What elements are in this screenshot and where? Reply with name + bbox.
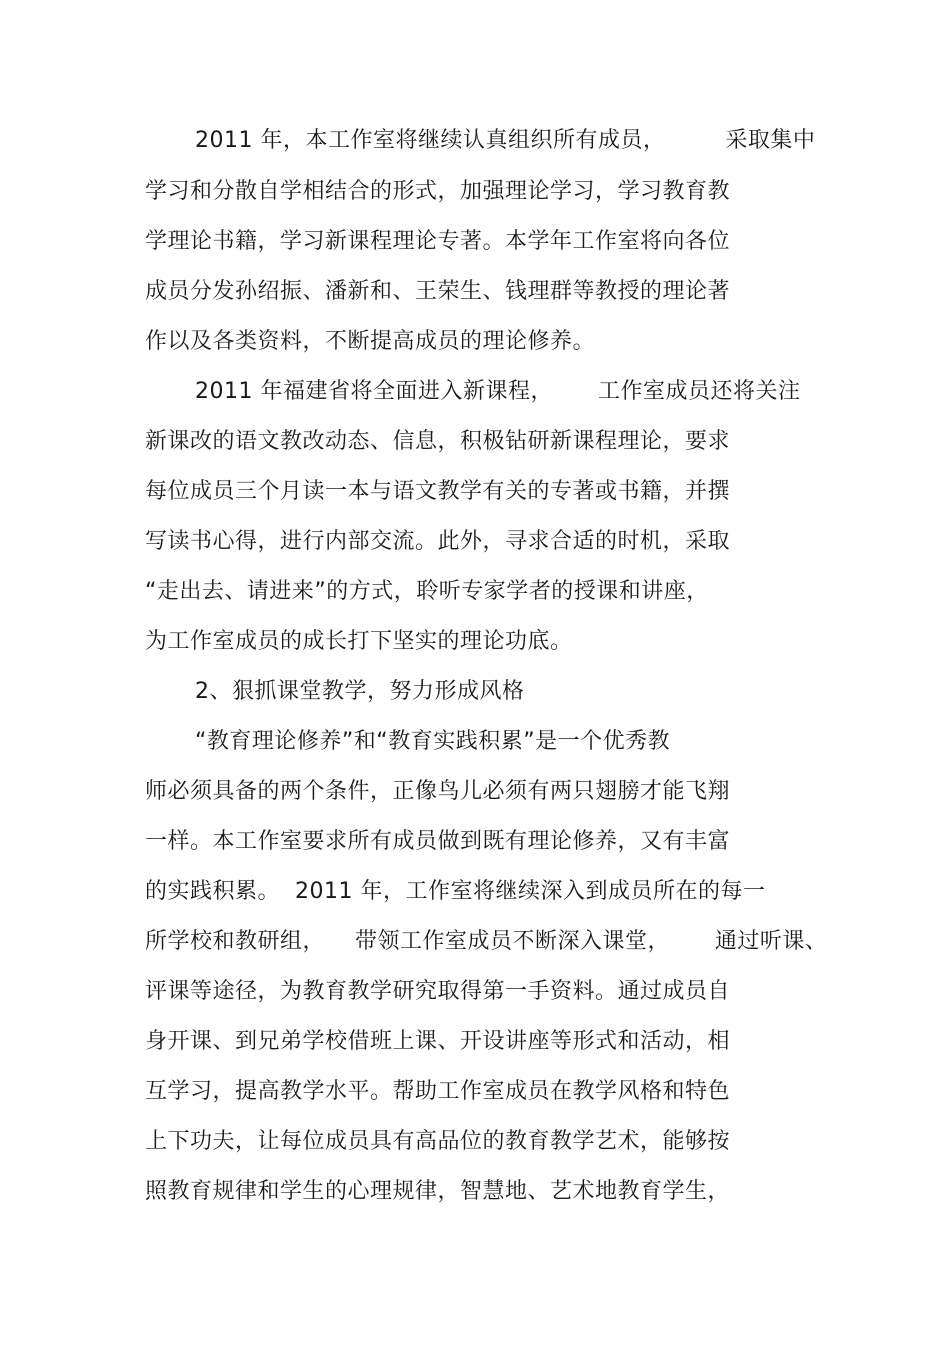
text-line: 成员分发孙绍振、潘新和、王荣生、钱理群等教授的理论著: [145, 279, 731, 304]
text-line: 每位成员三个月读一本与语文教学有关的专著或书籍，并撰: [145, 479, 731, 504]
text-line: 照教育规律和学生的心理规律，智慧地、艺术地教育学生，: [145, 1179, 731, 1204]
text-line: 一样。本工作室要求所有成员做到既有理论修养，又有丰富: [145, 829, 731, 854]
text-line: 评课等途径，为教育教学研究取得第一手资料。通过成员自: [145, 979, 731, 1004]
text-line: 新课改的语文教改动态、信息，积极钻研新课程理论，要求: [145, 429, 731, 454]
text-line: 学习和分散自学相结合的形式，加强理论学习，学习教育教: [145, 179, 731, 204]
text-line: 写读书心得，进行内部交流。此外，寻求合适的时机，采取: [145, 529, 731, 554]
text-line: “走出去、请进来”的方式，聆听专家学者的授课和讲座，: [145, 579, 709, 604]
section-heading: 2、狠抓课堂教学，努力形成风格: [195, 679, 525, 704]
text-line: 作以及各类资料，不断提高成员的理论修养。: [145, 329, 596, 354]
text-line: 互学习，提高教学水平。帮助工作室成员在教学风格和特色: [145, 1079, 731, 1104]
text-line: 2011 年福建省将全面进入新课程， 工作室成员还将关注: [195, 379, 801, 404]
text-line: 师必须具备的两个条件，正像鸟儿必须有两只翅膀才能飞翔: [145, 779, 731, 804]
text-line: “教育理论修养”和“教育实践积累”是一个优秀教: [195, 729, 671, 754]
text-line: 为工作室成员的成长打下坚实的理论功底。: [145, 629, 573, 654]
text-line: 2011 年，本工作室将继续认真组织所有成员， 采取集中: [195, 128, 816, 153]
text-line: 身开课、到兄弟学校借班上课、开设讲座等形式和活动，相: [145, 1029, 731, 1054]
text-line: 的实践积累。 2011 年，工作室将继续深入到成员所在的每一: [145, 879, 766, 904]
text-line: 学理论书籍，学习新课程理论专著。本学年工作室将向各位: [145, 229, 731, 254]
text-line: 上下功夫，让每位成员具有高品位的教育教学艺术，能够按: [145, 1129, 731, 1154]
text-line: 所学校和教研组， 带领工作室成员不断深入课堂， 通过听课、: [145, 929, 828, 954]
